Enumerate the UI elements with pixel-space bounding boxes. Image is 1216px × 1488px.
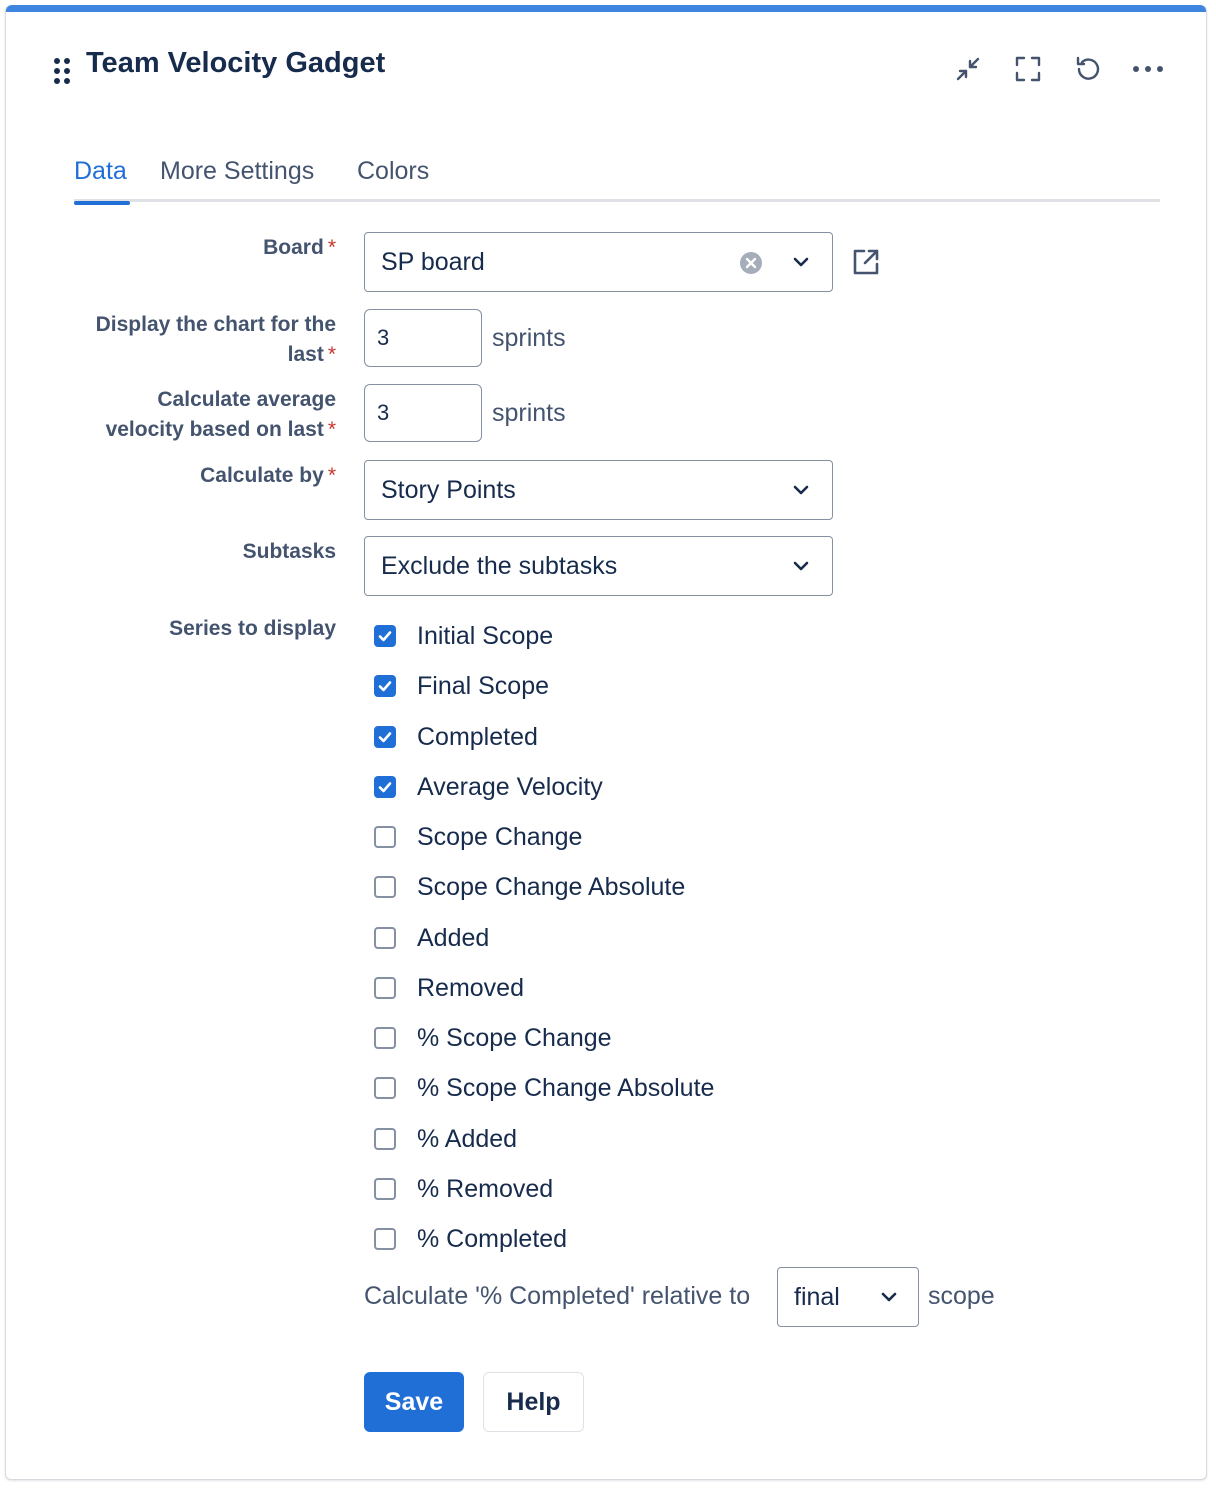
series-option-pct-scope-change[interactable]: [374, 1021, 612, 1055]
drag-handle-icon[interactable]: [52, 56, 74, 86]
checkbox-label: % Completed: [417, 1224, 568, 1253]
relative-select[interactable]: [777, 1267, 919, 1327]
chevron-down-icon: [792, 483, 810, 502]
board-label: Board *: [263, 236, 336, 259]
checkbox-label: Completed: [417, 722, 538, 751]
chevron-down-icon: [792, 255, 810, 274]
active-tab-underline: [74, 201, 130, 205]
required-marker: *: [327, 464, 336, 487]
series-option-initial-scope[interactable]: [374, 619, 553, 653]
tab-colors[interactable]: Colors: [357, 157, 430, 185]
series-option-scope-change-absolute[interactable]: [374, 870, 685, 904]
required-marker: *: [327, 236, 336, 259]
gadget-title: Team Velocity Gadget: [86, 47, 386, 79]
refresh-icon[interactable]: [1068, 49, 1108, 89]
more-icon[interactable]: [1128, 49, 1168, 89]
avg-last-label: Calculate average velocity based on last *: [105, 388, 336, 441]
tab-more-settings[interactable]: More Settings: [160, 157, 315, 185]
help-button[interactable]: Help: [483, 1372, 584, 1432]
checkbox-label: % Removed: [417, 1174, 554, 1203]
series-option-pct-added[interactable]: [374, 1122, 517, 1156]
series-option-pct-completed[interactable]: [374, 1222, 567, 1256]
relative-prefix: Calculate '% Completed' relative to: [364, 1282, 751, 1310]
display-last-input[interactable]: [364, 309, 482, 367]
series-option-final-scope[interactable]: [374, 669, 549, 703]
checkbox[interactable]: [374, 1178, 396, 1200]
series-option-pct-scope-change-absolute[interactable]: [374, 1071, 714, 1105]
external-link-icon[interactable]: [851, 247, 881, 282]
calculate-by-select[interactable]: [364, 460, 833, 520]
series-option-added[interactable]: [374, 921, 489, 955]
checkbox[interactable]: [374, 625, 396, 647]
subtasks-value: Exclude the subtasks: [381, 552, 618, 580]
checkbox[interactable]: [374, 1077, 396, 1099]
calculate-by-label: Calculate by *: [200, 464, 336, 487]
checkbox[interactable]: [374, 977, 396, 999]
subtasks-select[interactable]: [364, 536, 833, 596]
checkbox[interactable]: [374, 1228, 396, 1250]
checkbox-label: Scope Change: [417, 822, 583, 851]
save-button[interactable]: Save: [364, 1372, 464, 1432]
gadget-card: [5, 5, 1207, 1480]
checkbox[interactable]: [374, 675, 396, 697]
checkbox-label: % Added: [417, 1124, 518, 1153]
checkbox-label: Added: [417, 923, 490, 952]
series-option-removed[interactable]: [374, 971, 524, 1005]
relative-value: final: [794, 1283, 840, 1311]
collapse-icon[interactable]: [948, 49, 988, 89]
calculate-by-value: Story Points: [381, 476, 516, 504]
required-marker: *: [327, 343, 336, 366]
series-option-average-velocity[interactable]: [374, 770, 603, 804]
chevron-down-icon: [880, 1290, 898, 1309]
gadget-top-bar: [6, 5, 1206, 12]
checkbox[interactable]: [374, 1027, 396, 1049]
board-select[interactable]: [364, 232, 833, 292]
checkbox-label: Removed: [417, 973, 524, 1002]
chevron-down-icon: [792, 559, 810, 578]
checkbox-label: Scope Change Absolute: [417, 872, 686, 901]
display-last-label: Display the chart for the last *: [95, 313, 336, 366]
subtasks-label: Subtasks: [242, 540, 336, 563]
series-label: Series to display: [169, 617, 336, 640]
checkbox[interactable]: [374, 876, 396, 898]
tab-data[interactable]: Data: [74, 157, 127, 186]
series-option-pct-removed[interactable]: [374, 1172, 553, 1206]
tab-bar: [74, 151, 1160, 202]
checkbox-label: Final Scope: [417, 671, 550, 700]
board-value: SP board: [381, 248, 485, 276]
relative-suffix: scope: [928, 1282, 995, 1310]
avg-last-unit: sprints: [492, 399, 566, 427]
checkbox[interactable]: [374, 726, 396, 748]
avg-last-input[interactable]: [364, 384, 482, 442]
required-marker: *: [327, 418, 336, 441]
checkbox-label: % Scope Change: [417, 1023, 612, 1052]
fullscreen-icon[interactable]: [1008, 49, 1048, 89]
checkbox-label: % Scope Change Absolute: [417, 1073, 715, 1102]
series-option-completed[interactable]: [374, 720, 538, 754]
checkbox-label: Initial Scope: [417, 621, 554, 650]
checkbox[interactable]: [374, 927, 396, 949]
checkbox[interactable]: [374, 776, 396, 798]
series-option-scope-change[interactable]: [374, 820, 582, 854]
clear-icon[interactable]: [739, 251, 763, 280]
checkbox[interactable]: [374, 1128, 396, 1150]
checkbox-label: Average Velocity: [417, 772, 603, 801]
display-last-unit: sprints: [492, 324, 566, 352]
checkbox[interactable]: [374, 826, 396, 848]
